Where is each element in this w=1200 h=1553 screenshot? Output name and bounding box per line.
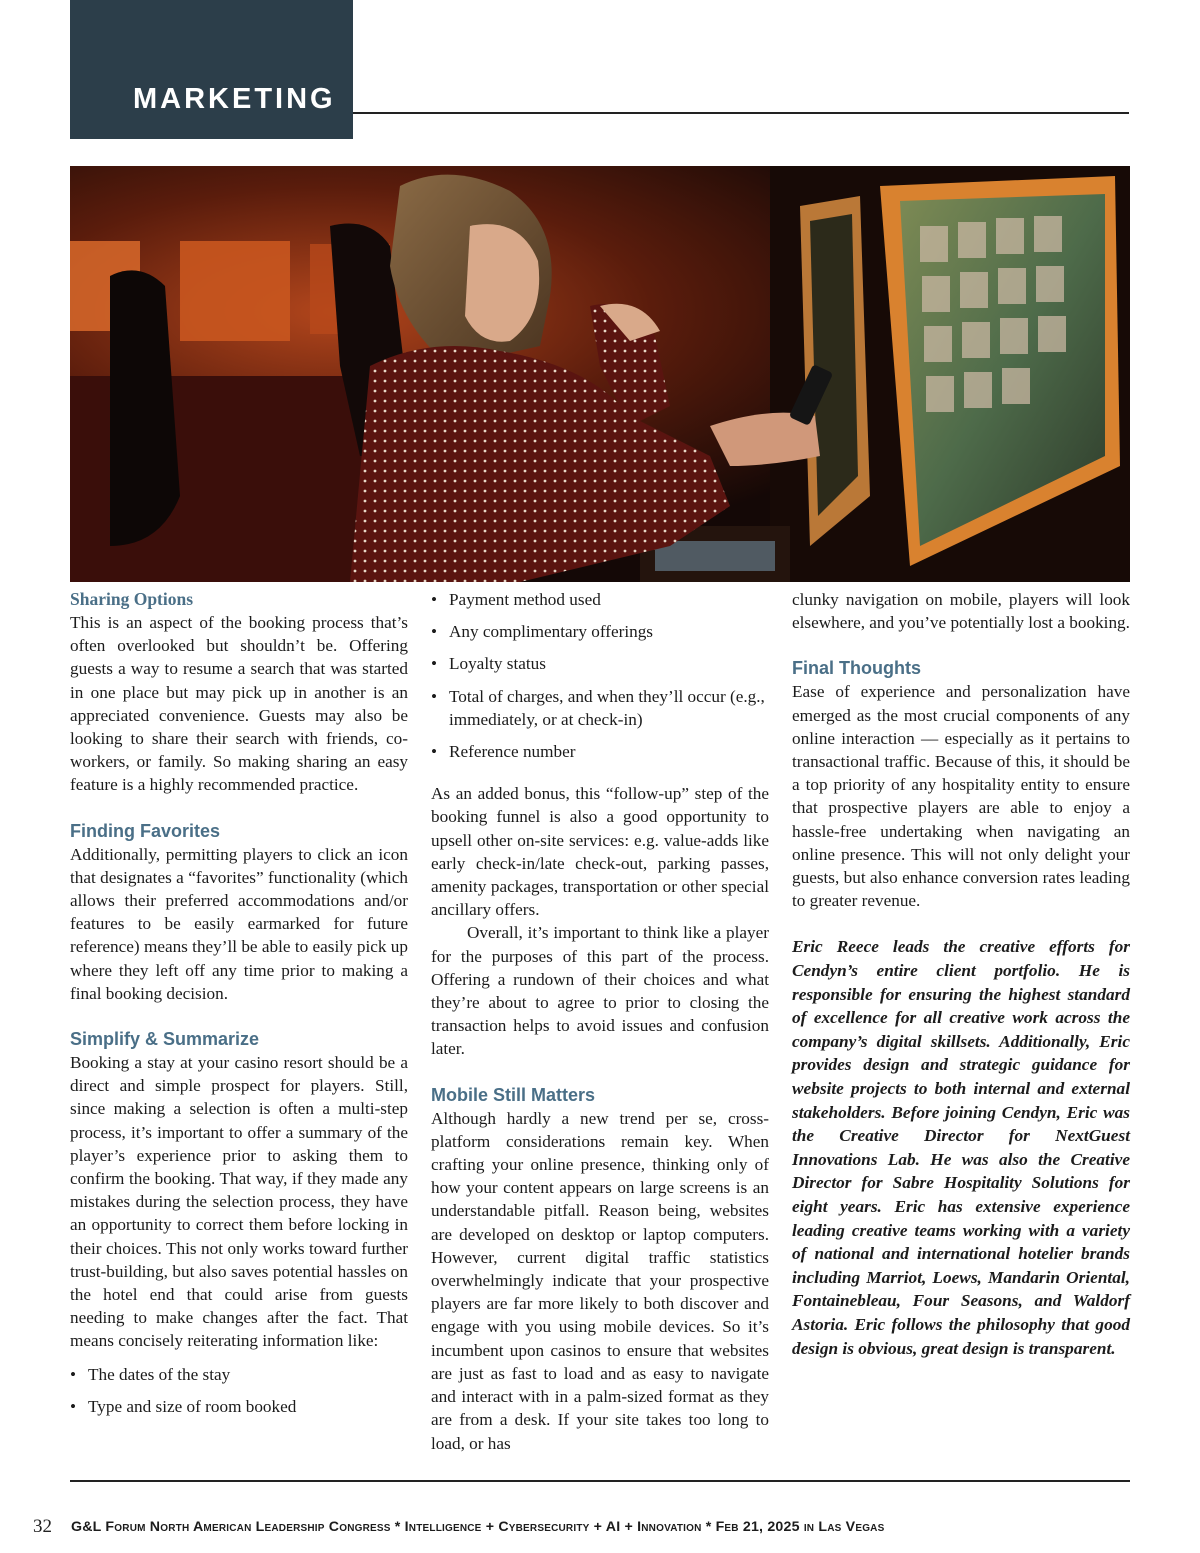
finding-favorites-heading: Finding Favorites xyxy=(70,820,221,841)
mobile-still-matters-body: Although hardly a new trend per se, cross-platform considerations remain key. When crafting your online presence, thinking only of how your content appears on large screens is an understandable pitfall. Reason being, websites are developed on desktop or laptop computers. However, current digital traffic statistics overwhelmingly indicate that your prospective players are far more likely to both discover and engage with you using mobile devices. So it’s incumbent upon casinos to ensure that websites are just as fast to load and as easy to navigate and interact with in a palm-sized format as they are from a desk. If your site takes too long to load, or has xyxy=(431,1108,769,1453)
section-tab xyxy=(70,0,353,139)
overall-body: Overall, it’s important to think like a player for the purposes of this part of the process. Offering a rundown of their choices and what they’re about to agree to prior to closing the transaction helps to avoid issues and confusion later. xyxy=(431,923,769,1059)
footer-rule xyxy=(70,1480,1130,1482)
section-label: MARKETING xyxy=(133,83,336,115)
final-thoughts-heading: Final Thoughts xyxy=(792,658,921,679)
list-item: • Payment method used xyxy=(431,588,769,611)
list-item: • Reference number xyxy=(431,740,769,763)
woman-at-slot-machine-photo xyxy=(70,166,1130,582)
running-footer-title: G&L Forum North American Leadership Congress * Intelligence + Cybersecurity + AI + Innovation * Feb 21, 2025 in Las Vegas xyxy=(71,1519,885,1535)
column-right xyxy=(792,588,1130,1360)
list-item: • Total of charges, and when they’ll occur (e.g., immediately, or at check-in) xyxy=(431,685,769,731)
mobile-continued-body: clunky navigation on mobile, players will look elsewhere, and you’ve potentially lost a booking. xyxy=(792,590,1130,633)
added-bonus-body: As an added bonus, this “follow-up” step of the booking funnel is also a good opportunity to upsell other on-site services: e.g. value-adds like early check-in/late check-out, parking passes, amenity packages, transportation or other special ancillary offers. xyxy=(431,784,769,920)
summary-bullet-list-continued xyxy=(431,588,769,763)
sharing-options-body: This is an aspect of the booking process that’s often overlooked but shouldn’t be. Offering guests a way to resume a search that was started in one place but may pick up in another is an appreciated convenience. Guests may also be looking to share their search with friends, co-workers, or family. So making sharing an easy feature is a highly recommended practice. xyxy=(70,613,408,795)
summary-bullet-list xyxy=(70,1363,408,1418)
hero-image xyxy=(70,166,1130,582)
column-middle xyxy=(431,588,769,1455)
finding-favorites-body: Additionally, permitting players to click an icon that designates a “favorites” functionality (which allows their preferred accommodations and/or features to be easily earmarked for future reference) means they’ll be able to easily pick up where they left off any time prior to making a final booking decision. xyxy=(70,844,408,1003)
list-item: • Type and size of room booked xyxy=(70,1395,408,1418)
column-left xyxy=(70,588,408,1427)
list-item: • Loyalty status xyxy=(431,652,769,675)
page-number: 32 xyxy=(33,1516,52,1537)
sharing-options-heading: Sharing Options xyxy=(70,589,194,609)
final-thoughts-body: Ease of experience and personalization have emerged as the most crucial components of any online interaction — especially as it pertains to transactional traffic. Because of this, it should be a top priority of any hospitality entity to ensure that prospective players are able to enjoy a hassle-free undertaking when navigating an online presence. This will not only delight your guests, but also enhance conversion rates leading to greater revenue. xyxy=(792,682,1130,911)
author-bio: Eric Reece leads the creative efforts for Cendyn’s entire client portfolio. He is responsible for ensuring the highest standard of excellence for all creative work across the company’s digital skillsets. Additionally, Eric provides design and strategic guidance for website projects to both internal and external stakeholders. Before joining Cendyn, Eric was the Creative Director for NextGuest Innovations Lab. He was also the Creative Director for Sabre Hospitality Solutions for eight years. Eric has extensive experience leading creative teams working with a variety of national and international hotelier brands including Marriot, Loews, Mandarin Oriental, Fontainebleau, Four Seasons, and Waldorf Astoria. Eric follows the philosophy that good design is obvious, great design is transparent. xyxy=(792,937,1130,1358)
simplify-summarize-body: Booking a stay at your casino resort should be a direct and simple prospect for players. Still, since making a selection is often a multi-step process, it’s important to offer a summary of the player’s experience prior to asking them to confirm the booking. That way, if they made any mistakes during the selection process, they have an opportunity to correct them before locking in their choices. This not only works toward further trust-building, but also saves potential hassles on the hotel end that could arise from guests needing to make changes after the fact. That means concisely reiterating information like: xyxy=(70,1053,408,1351)
mobile-still-matters-heading: Mobile Still Matters xyxy=(431,1084,596,1105)
list-item: • The dates of the stay xyxy=(70,1363,408,1386)
header-rule xyxy=(353,112,1129,114)
list-item: • Any complimentary offerings xyxy=(431,620,769,643)
simplify-summarize-heading: Simplify & Summarize xyxy=(70,1029,260,1050)
